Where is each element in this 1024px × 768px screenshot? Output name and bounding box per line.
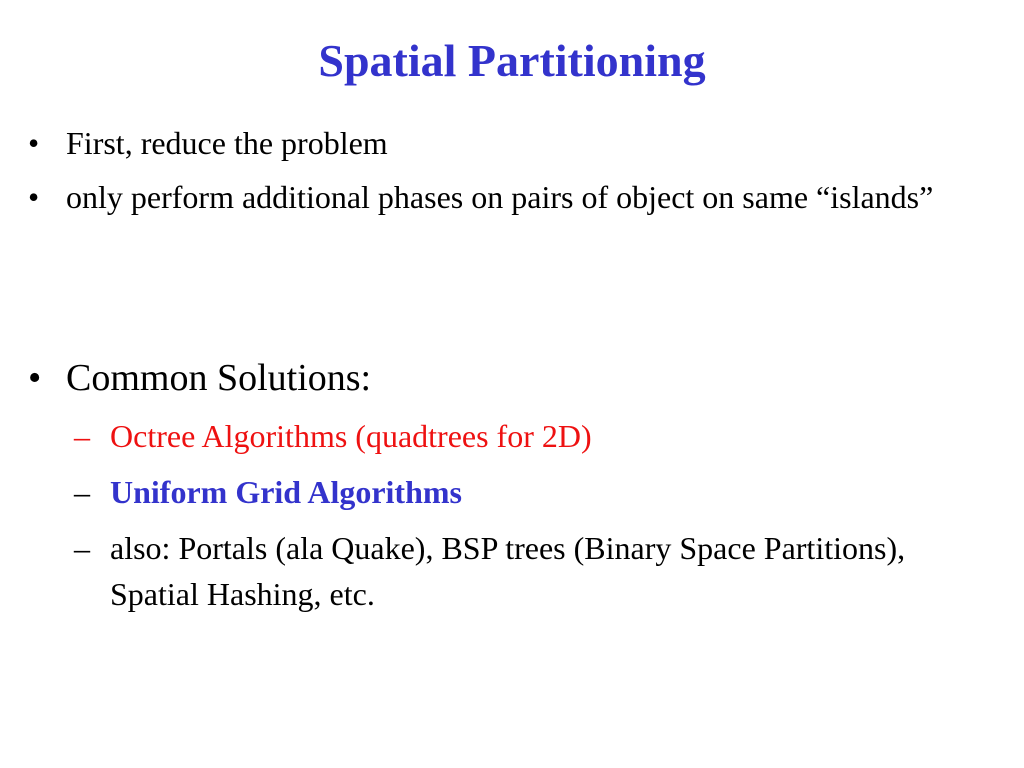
bullet-common-solutions [28, 353, 1008, 403]
sub-bullet-uniform-grid [74, 469, 974, 516]
sub-bullet-text: also: Portals (ala Quake), BSP trees (Binary Space Partitions), Spatial Hashing, etc. [110, 530, 906, 612]
sub-bullet-octree [74, 413, 974, 460]
bullet-additional-phases [28, 175, 1008, 219]
dash-icon: – [74, 474, 90, 510]
slide-title: Spatial Partitioning [318, 35, 706, 86]
solutions-list [74, 413, 974, 617]
bullet-dot-icon: • [28, 357, 42, 399]
bullet-dot-icon: • [28, 179, 40, 215]
sub-bullet-also [74, 525, 974, 617]
sub-bullet-text: Octree Algorithms (quadtrees for 2D) [110, 418, 592, 454]
bullet-reduce-problem [28, 118, 1008, 168]
bullet-text: Common Solutions: [66, 357, 372, 399]
dash-icon: – [74, 530, 90, 566]
bullet-text: only perform additional phases on pairs of object on same “islands” [66, 179, 934, 215]
dash-icon: – [74, 418, 90, 454]
bullet-text: First, reduce the problem [66, 125, 388, 161]
sub-bullet-text: Uniform Grid Algorithms [110, 474, 462, 510]
intro-bullets [28, 118, 1008, 219]
solutions-bullet [28, 353, 1008, 403]
bullet-dot-icon: • [28, 125, 40, 161]
